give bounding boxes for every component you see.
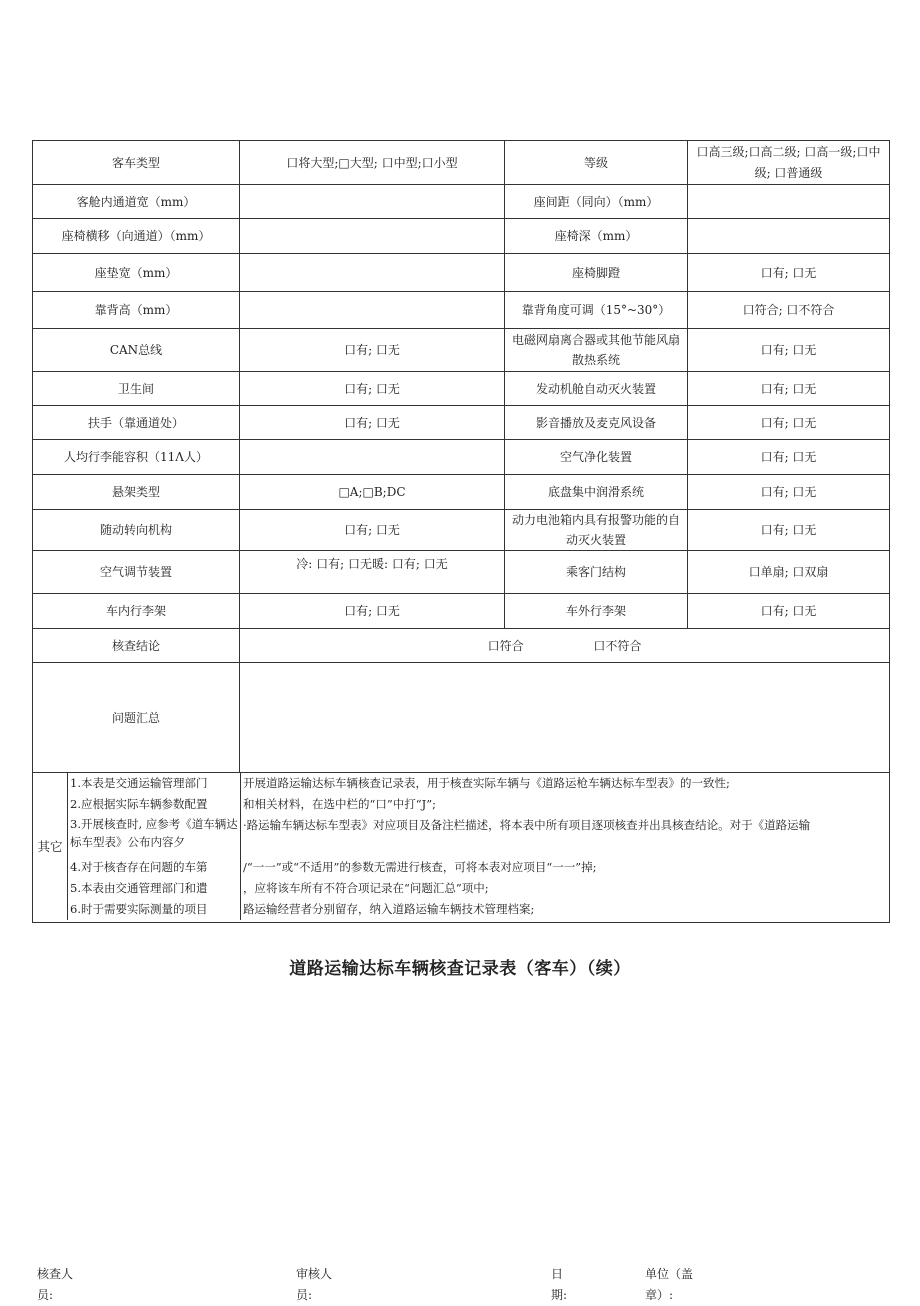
note-line: 1.本表是交通运输管理部门 [70,776,208,790]
row-value[interactable]: 口有; 口无 [688,329,890,372]
table-row [33,329,890,372]
row-label: 车内行李架 [33,594,240,629]
table-row [33,440,890,475]
row-label: 人均行李能容积（11Λ人） [33,440,240,475]
note-line: ·路运输车辆达标车型表》对应项目及备注栏描述，将本表中所有项目逐项核查并出具核查结论。对于《道路运输 [243,818,811,832]
row-value[interactable]: 冷: 口有; 口无暖: 口有; 口无 [240,551,505,594]
row-value[interactable] [688,219,890,254]
row-value[interactable]: 口有; 口无 [688,440,890,475]
table-row [33,254,890,292]
signature-unit-seal: 单位（盖 章）: [645,1267,694,1302]
row-value[interactable]: 口有; 口无 [688,254,890,292]
conclusion-options [240,629,890,663]
issues-field[interactable] [240,663,890,773]
table-row [33,185,890,219]
notes-left-column [68,773,241,920]
row-label: 悬架类型 [33,475,240,510]
row-label: 空气调节装置 [33,551,240,594]
table-row [33,292,890,329]
row-value[interactable] [240,254,505,292]
row-label: 乘客门结构 [505,551,688,594]
note-line: 3.开展核查时, 应参考《道车辆达标车型表》公布内容夕 [70,817,238,849]
row-label: 座间距（同向）（mm） [505,185,688,219]
table-row [33,372,890,406]
row-value[interactable]: 口有; 口无 [240,510,505,551]
row-label: 座椅横移（向通道）（mm） [33,219,240,254]
row-label: 座椅深（mm） [505,219,688,254]
row-value[interactable]: 口单扇; 口双扇 [688,551,890,594]
table-row [33,406,890,440]
row-value[interactable]: 口有; 口无 [240,372,505,406]
table-row [33,141,890,185]
row-label: 客舱内通道宽（mm） [33,185,240,219]
row-value[interactable]: 口有; 口无 [688,475,890,510]
row-value[interactable] [240,185,505,219]
row-label: 扶手（靠通道处） [33,406,240,440]
row-label: 客车类型 [33,141,240,185]
row-label: 靠背高（mm） [33,292,240,329]
note-line: 和相关材料，在选中栏的“口”中打“J”; [243,797,436,811]
note-line: 2.应根据实际车辆参数配置 [70,797,208,811]
row-value[interactable]: 口高三级;口高二级; 口高一级;口中级; 口普通级 [688,141,890,185]
table-row [33,475,890,510]
row-label: 车外行李架 [505,594,688,629]
signature-reviewer: 审核人 员: [296,1267,333,1302]
row-value[interactable]: 口有; 口无 [688,406,890,440]
row-label: 靠背角度可调（15°~30°） [505,292,688,329]
issues-row [33,663,890,773]
row-value[interactable]: 口有; 口无 [240,406,505,440]
row-value[interactable]: 口符合; 口不符合 [688,292,890,329]
table-row [33,594,890,629]
note-line: 开展道路运输达标车辆核查记录表，用于核查实际车辆与《道路运枪车辆达标车型表》的一致性; [243,776,730,790]
table-row [33,551,890,594]
note-line: /“一一”或“不适用”的参数无需进行核查，可将本表对应项目“一一”掉; [243,860,597,874]
row-value[interactable]: 口有; 口无 [240,329,505,372]
signature-date: 日 期: [551,1267,568,1302]
row-label: 座垫宽（mm） [33,254,240,292]
notes-label: 其它 [33,773,68,920]
row-label: 卫生间 [33,372,240,406]
row-label: 底盘集中润滑系统 [505,475,688,510]
notes-right-column [241,773,889,920]
row-label: 影音播放及麦克风设备 [505,406,688,440]
row-label: 随动转向机构 [33,510,240,551]
row-label: CAN总线 [33,329,240,372]
note-line: ，应将该车所有不符合项记录在“问题汇总”项中; [243,881,489,895]
row-label: 等级 [505,141,688,185]
note-line: 路运输经营者分别留存，纳入道路运输车辆技术管理档案; [243,902,535,916]
page-title: 道路运输达标车辆核查记录表（客车）（续） [289,959,631,979]
table-row [33,219,890,254]
row-value[interactable]: 口有; 口无 [688,594,890,629]
row-value[interactable]: □A;□B;DC [240,475,505,510]
row-value[interactable]: 口有; 口无 [688,372,890,406]
issues-label: 问题汇总 [33,663,240,773]
conclusion-fail-checkbox[interactable]: 口不符合 [593,638,642,653]
row-label: 发动机舱自动灭火装置 [505,372,688,406]
row-value[interactable]: 口将大型;□大型; 口中型;口小型 [240,141,505,185]
row-value[interactable] [240,440,505,475]
row-value[interactable] [240,219,505,254]
row-value[interactable] [688,185,890,219]
table-row [33,510,890,551]
conclusion-row [33,629,890,663]
note-line: 6.时于需要实际测量的项目 [70,902,208,916]
note-line: 4.对于核杳存在问题的车第 [70,860,208,874]
row-label: 座椅脚蹬 [505,254,688,292]
row-value[interactable]: 口有; 口无 [240,594,505,629]
conclusion-label: 核查结论 [33,629,240,663]
signature-inspector: 核查人 员: [37,1267,74,1302]
notes-row [33,773,890,923]
row-value[interactable]: 口有; 口无 [688,510,890,551]
row-label: 电磁网扇离合器或其他节能风扇散热系统 [505,329,688,372]
conclusion-pass-checkbox[interactable]: 口符合 [487,638,524,653]
inspection-table [32,140,890,923]
row-value[interactable] [240,292,505,329]
row-label: 动力电池箱内具有报警功能的自动灭火装置 [505,510,688,551]
row-label: 空气净化装置 [505,440,688,475]
note-line: 5.本表由交通管理部门和遣 [70,881,208,895]
